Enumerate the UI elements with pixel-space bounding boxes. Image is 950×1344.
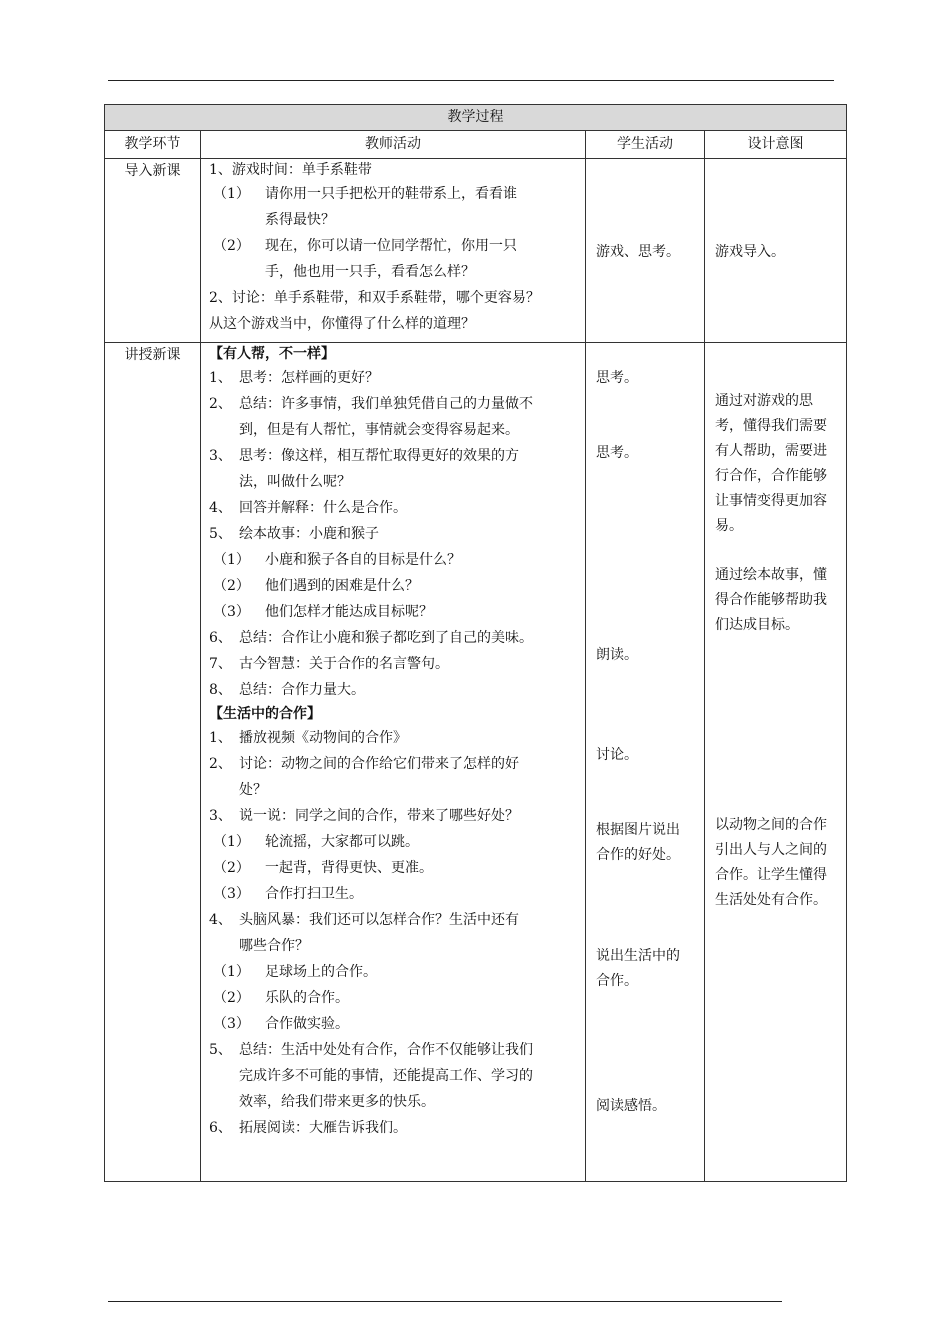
design-intent-main xyxy=(705,343,847,1182)
header-rule xyxy=(108,80,834,81)
list-item: （1） 请你用一只手把松开的鞋带系上，看看谁 xyxy=(213,186,517,202)
student-text: 阅读感悟。 xyxy=(596,1098,666,1114)
list-item: 8、 总结：合作力量大。 xyxy=(209,682,365,698)
intent-text: 以动物之间的合作引出人与人之间的合作。让学生懂得生活处处有合作。 xyxy=(715,817,827,908)
student-text: 合作的好处。 xyxy=(596,847,680,863)
list-item: 法，叫做什么呢？ xyxy=(239,474,351,490)
list-item: （2） 一起背，背得更快、更准。 xyxy=(213,860,433,876)
teacher-activity-intro xyxy=(201,159,586,343)
header-phase: 教学环节 xyxy=(105,131,201,159)
list-item: 1、 播放视频《动物间的合作》 xyxy=(209,730,407,746)
list-item: 到，但是有人帮忙，事情就会变得容易起来。 xyxy=(239,422,519,438)
student-text: 说出生活中的 xyxy=(596,948,680,964)
header-intent: 设计意图 xyxy=(705,131,847,159)
list-item: 3、 说一说：同学之间的合作，带来了哪些好处？ xyxy=(209,808,519,824)
student-text: 合作。 xyxy=(596,973,638,989)
list-item: 2、 讨论：动物之间的合作给它们带来了怎样的好 xyxy=(209,756,519,772)
list-item: 2、 总结：许多事情，我们单独凭借自己的力量做不 xyxy=(209,396,533,412)
intent-text: 通过对游戏的思考，懂得我们需要有人帮助，需要进行合作，合作能够让事情变得更加容易。 xyxy=(715,393,827,534)
list-item: 1、游戏时间：单手系鞋带 xyxy=(209,162,372,178)
list-item: 6、 拓展阅读：大雁告诉我们。 xyxy=(209,1120,407,1136)
list-item: 3、 思考：像这样，相互帮忙取得更好的效果的方 xyxy=(209,448,519,464)
teaching-process-table xyxy=(104,104,847,1182)
list-item: 哪些合作？ xyxy=(239,938,309,954)
header-student: 学生活动 xyxy=(586,131,705,159)
teacher-activity-main xyxy=(201,343,586,1182)
section-title: 【有人帮，不一样】 xyxy=(209,346,335,362)
intent-text: 游戏导入。 xyxy=(715,244,785,260)
list-item: 2、讨论：单手系鞋带，和双手系鞋带，哪个更容易？ xyxy=(209,290,540,306)
list-item: 4、 回答并解释：什么是合作。 xyxy=(209,500,407,516)
list-item: 5、 绘本故事：小鹿和猴子 xyxy=(209,526,379,542)
design-intent-intro xyxy=(705,159,847,343)
table-row-intro xyxy=(105,159,847,343)
student-text: 思考。 xyxy=(596,445,638,461)
list-item: （2） 乐队的合作。 xyxy=(213,990,349,1006)
list-item: （3） 合作打扫卫生。 xyxy=(213,886,363,902)
list-item: 系得最快？ xyxy=(265,212,335,228)
list-item: 6、 总结：合作让小鹿和猴子都吃到了自己的美味。 xyxy=(209,630,533,646)
list-item: 完成许多不可能的事情，还能提高工作、学习的 xyxy=(239,1068,533,1084)
student-text: 讨论。 xyxy=(596,747,638,763)
header-teacher: 教师活动 xyxy=(201,131,586,159)
intent-text: 通过绘本故事，懂得合作能够帮助我们达成目标。 xyxy=(715,567,827,633)
table-row-main xyxy=(105,343,847,1182)
list-item: （3） 他们怎样才能达成目标呢？ xyxy=(213,604,433,620)
student-text: 根据图片说出 xyxy=(596,822,680,838)
student-text: 思考。 xyxy=(596,370,638,386)
list-item: （1） 小鹿和猴子各自的目标是什么？ xyxy=(213,552,461,568)
table-title: 教学过程 xyxy=(105,105,847,131)
phase-main: 讲授新课 xyxy=(105,343,201,1182)
footer-rule xyxy=(108,1301,782,1302)
list-item: 5、 总结：生活中处处有合作，合作不仅能够让我们 xyxy=(209,1042,533,1058)
table-title-row xyxy=(105,105,847,131)
list-item: （2） 他们遇到的困难是什么？ xyxy=(213,578,419,594)
list-item: 4、 头脑风暴：我们还可以怎样合作？生活中还有 xyxy=(209,912,519,928)
list-item: 7、 古今智慧：关于合作的名言警句。 xyxy=(209,656,449,672)
section-title: 【生活中的合作】 xyxy=(209,706,321,722)
list-item: （3） 合作做实验。 xyxy=(213,1016,349,1032)
list-item: （1） 轮流摇，大家都可以跳。 xyxy=(213,834,419,850)
list-item: 效率，给我们带来更多的快乐。 xyxy=(239,1094,435,1110)
student-text: 游戏、思考。 xyxy=(596,244,680,260)
list-item: 手，他也用一只手，看看怎么样？ xyxy=(265,264,475,280)
phase-intro: 导入新课 xyxy=(105,159,201,343)
student-text: 朗读。 xyxy=(596,647,638,663)
list-item: 从这个游戏当中，你懂得了什么样的道理？ xyxy=(209,316,475,332)
list-item: 处？ xyxy=(239,782,267,798)
student-activity-main xyxy=(586,343,705,1182)
table-header-row xyxy=(105,131,847,159)
list-item: （1） 足球场上的合作。 xyxy=(213,964,377,980)
list-item: 1、 思考：怎样画的更好？ xyxy=(209,370,379,386)
student-activity-intro xyxy=(586,159,705,343)
list-item: （2） 现在，你可以请一位同学帮忙，你用一只 xyxy=(213,238,517,254)
